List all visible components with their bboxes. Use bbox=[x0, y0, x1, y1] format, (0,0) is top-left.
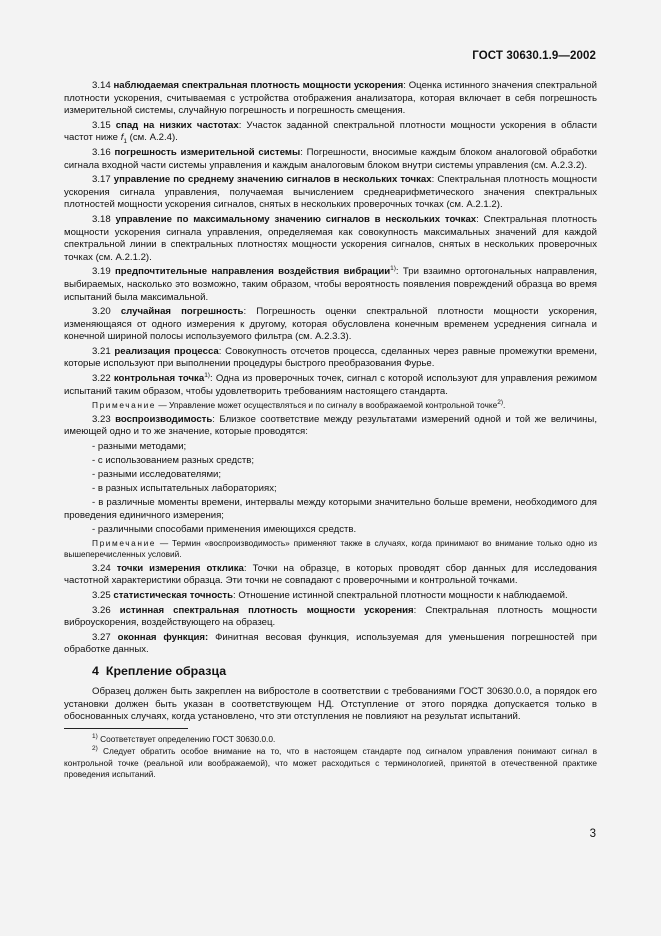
page-body bbox=[64, 80, 597, 781]
definition-text: Близкое соответствие между результатами измерений одной и той же величины, имеющей одно и то же значение, которые проводятся: bbox=[64, 413, 597, 438]
footnote-ref[interactable]: 1) bbox=[204, 372, 210, 380]
definition-text: Оценка истинного значения спектральной плотности ускорения, считываемая с устройства отображения анализатора, которая включает в себя погрешность измерительной системы, случайную погрешность и погрешность смещения. bbox=[64, 80, 597, 117]
note-label: Примечание bbox=[92, 538, 157, 548]
footnote-ref[interactable]: 2) bbox=[497, 399, 503, 407]
list-item: - разными методами; bbox=[92, 440, 187, 452]
definition-text: Спектральная плотность мощности ускорения сигнала управления, определяемая как совокупность максимальных значений для каждой спектральной линии в спектральных плотностях мощности ускорения сигналов, снятых в нескольких проверочных точках (см. А.2.1.2). bbox=[64, 213, 598, 263]
term: управление по среднему значению сигналов в нескольких точках bbox=[113, 174, 432, 186]
definition-text: Погрешности, вносимые каждым блоком аналоговой обработки сигнала входной части системы управления и каждым аналоговым блоком внутри системы управления (см. А.2.3.2). bbox=[64, 146, 597, 171]
definition-3-26: 3.26 истинная спектральная плотность мощности ускорения: Спектральная плотность мощности виброускорения, воздействующего на образец. bbox=[64, 604, 597, 629]
footnote-mark: 1) bbox=[92, 732, 98, 740]
definition-text: Спектральная плотность мощности виброускорения, воздействующего на образец. bbox=[64, 604, 597, 629]
list-item: - в различные моменты времени, интервалы между которыми значительно больше времени, необходимого для проведения единичного измерения; bbox=[64, 497, 597, 521]
term: спад на низких частотах bbox=[115, 119, 239, 131]
note-3-23: Примечание — Термин «воспроизводимость» применяют также в случаях, когда принимают во внимание только одно из вышеперечисленных условий. bbox=[64, 538, 597, 560]
frequency-subscript: 1 bbox=[123, 138, 127, 146]
term: предпочтительные направления воздействия вибрации bbox=[115, 266, 391, 278]
definition-3-16: 3.16 погрешность измерительной системы: Погрешности, вносимые каждым блоком аналоговой обработки сигнала входной части системы управления и каждым аналоговым блоком внутри системы управления (см. А.2.3.2). bbox=[64, 146, 597, 171]
list-item: - различными способами применения имеющихся средств. bbox=[92, 523, 357, 535]
term: наблюдаемая спектральная плотность мощности ускорения bbox=[113, 80, 404, 91]
section-paragraph: Образец должен быть закреплен на вибростоле в соответствии с требованиями ГОСТ 30630.0.0, а порядок его установки должен быть указан в соответствующем НД. Отступление от этого порядка допускается только в обоснованных случаях, когда установлено, что эти отступления не повлияют на результат испытаний. bbox=[64, 685, 597, 723]
definition-3-15: 3.15 спад на низких частотах: Участок заданной спектральной плотности мощности ускорения в области частот ниже $f_1$ (см. А.2.4). bbox=[64, 119, 597, 146]
definition-3-23: 3.23 воспроизводимость: Близкое соответствие между результатами измерений одной и той же величины, имеющей одно и то же значение, которые проводятся: bbox=[64, 413, 597, 438]
definition-text: Финитная весовая функция, используемая для уменьшения погрешностей при обработке данных. bbox=[64, 631, 598, 656]
note-label: Примечание bbox=[92, 400, 157, 411]
standard-designation: ГОСТ 30630.1.9—2002 bbox=[472, 50, 596, 62]
term: воспроизводимость bbox=[115, 413, 213, 425]
definition-text: Участок заданной спектральной плотности мощности ускорения в области частот ниже bbox=[64, 119, 597, 144]
definition-text: Точки на образце, в которых проводят сбор данных для исследования частотной характеристики образца. Эти точки не совпадают с проверочными и контрольной точками. bbox=[64, 562, 597, 587]
footnote-divider bbox=[64, 728, 188, 729]
section-title: Крепление образца bbox=[105, 663, 227, 678]
section-heading bbox=[64, 664, 597, 679]
term: оконная функция: bbox=[117, 631, 209, 643]
term: случайная погрешность bbox=[120, 306, 244, 318]
definition-text: Отношение истинной спектральной плотности мощности к наблюдаемой. bbox=[238, 590, 568, 601]
definition-3-27: 3.27 оконная функция: Финитная весовая функция, используемая для уменьшения погрешностей при обработке данных. bbox=[64, 631, 598, 656]
definition-3-24: 3.24 точки измерения отклика: Точки на образце, в которых проводят сбор данных для исследования частотной характеристики образца. Эти точки не совпадают с проверочными и контрольной точками. bbox=[64, 562, 597, 587]
term: реализация процесса bbox=[114, 345, 219, 357]
page-number: 3 bbox=[589, 828, 596, 840]
footnote-ref[interactable]: 1) bbox=[390, 265, 396, 273]
definition-text: Погрешность оценки спектральной плотности мощности ускорения, изменяющаяся от одного измерения к другому, которая обусловлена конечным временем усреднения сигнала и конечной шириной полосы используемого фильтра (см. А.2.3.3). bbox=[64, 306, 598, 343]
definition-text: Спектральная плотность мощности ускорения сигнала управления, получаемая вычислением среднеарифметического значения спектральных плотностей мощности ускорения сигналов, снятых в нескольких проверочных точках (см. А.2.1.2). bbox=[64, 174, 598, 211]
definition-3-20: 3.20 случайная погрешность: Погрешность оценки спектральной плотности мощности ускорения, изменяющаяся от одного измерения к другому, которая обусловлена конечным временем усреднения сигнала и конечной шириной полосы используемого фильтра (см. А.2.3.3). bbox=[64, 306, 598, 343]
footnote-mark: 2) bbox=[92, 745, 98, 753]
definition-3-25: 3.25 статистическая точность: Отношение истинной спектральной плотности мощности к наблюдаемой. bbox=[92, 590, 568, 601]
term: погрешность измерительной системы bbox=[114, 146, 301, 158]
section-number: 4 bbox=[92, 663, 99, 678]
term: точки измерения отклика bbox=[116, 562, 244, 574]
definition-text: Одна из проверочных точек, сигнал с которой используют для управления режимом испытаний таким образом, чтобы удовлетворить требованиям настоящего стандарта. bbox=[64, 373, 598, 397]
list-item: - разными исследователями; bbox=[92, 469, 222, 481]
term: контрольная точка bbox=[113, 373, 205, 385]
list-item: - с использованием разных средств; bbox=[92, 454, 255, 466]
definition-3-17: 3.17 управление по среднему значению сигналов в нескольких точках: Спектральная плотность мощности ускорения сигнала управления, получаемая вычислением среднеарифметического значения спектральных плотностей мощности ускорения сигналов, снятых в нескольких проверочных точках (см. А.2.1.2). bbox=[64, 174, 598, 211]
definition-3-19: 3.19 предпочтительные направления воздействия вибрации$^{1)}$: Три взаимно ортогональных направления, выбираемых, насколько это возможно, таким образом, чтобы вероятность появления повреждений образца во время испытаний была максимальной. bbox=[64, 265, 597, 303]
definition-3-14: 3.14 наблюдаемая спектральная плотность мощности ускорения: Оценка истинного значения спектральной плотности ускорения, считываемая с устройства отображения анализатора, которая включает в себя погрешность измерительной системы, случайную погрешность и погрешность смещения. bbox=[64, 80, 597, 117]
note-3-22: Примечание — Управление может осуществляться и по сигналу в воображаемой контрольной точке$^{2)}$. bbox=[92, 399, 506, 411]
frequency-symbol: f bbox=[120, 132, 124, 144]
term: управление по максимальному значению сигналов в нескольких точках bbox=[115, 213, 477, 225]
definition-3-21: 3.21 реализация процесса: Совокупность отсчетов процесса, сделанных через равные промежутки времени, которые используют при выполнении процедуры быстрого преобразования Фурье. bbox=[64, 345, 597, 370]
term: статистическая точность bbox=[113, 590, 233, 601]
footnote-1: $^{1)}$ Соответствует определению ГОСТ 30630.0.0. bbox=[92, 732, 276, 744]
definition-3-18: 3.18 управление по максимальному значению сигналов в нескольких точках: Спектральная плотность мощности ускорения сигнала управления, определяемая как совокупность максимальных значений для каждой спектральной линии в спектральных плотностях мощности ускорения сигналов, снятых в нескольких проверочных точках (см. А.2.1.2). bbox=[64, 213, 598, 263]
list-item: - в разных испытательных лабораториях; bbox=[92, 483, 277, 495]
footnote-2: $^{2)}$ Следует обратить особое внимание на то, что в настоящем стандарте под сигналом управления понимают сигнал в контрольной точке (реальной или воображаемой), что может расходиться с терминологией, принятой в отечественной практике проведения испытаний. bbox=[64, 745, 597, 779]
definition-text: Совокупность отсчетов процесса, сделанных через равные промежутки времени, которые используют при выполнении процедуры быстрого преобразования Фурье. bbox=[64, 345, 597, 370]
term: истинная спектральная плотность мощности ускорения bbox=[119, 604, 414, 616]
definition-3-22: 3.22 контрольная точка$^{1)}$: Одна из проверочных точек, сигнал с которой используют для управления режимом испытаний таким образом, чтобы удовлетворить требованиям настоящего стандарта. bbox=[64, 372, 598, 397]
definition-text: Три взаимно ортогональных направления, выбираемых, насколько это возможно, таким образом, чтобы вероятность появления повреждений образца во время испытаний была максимальной. bbox=[64, 266, 597, 303]
